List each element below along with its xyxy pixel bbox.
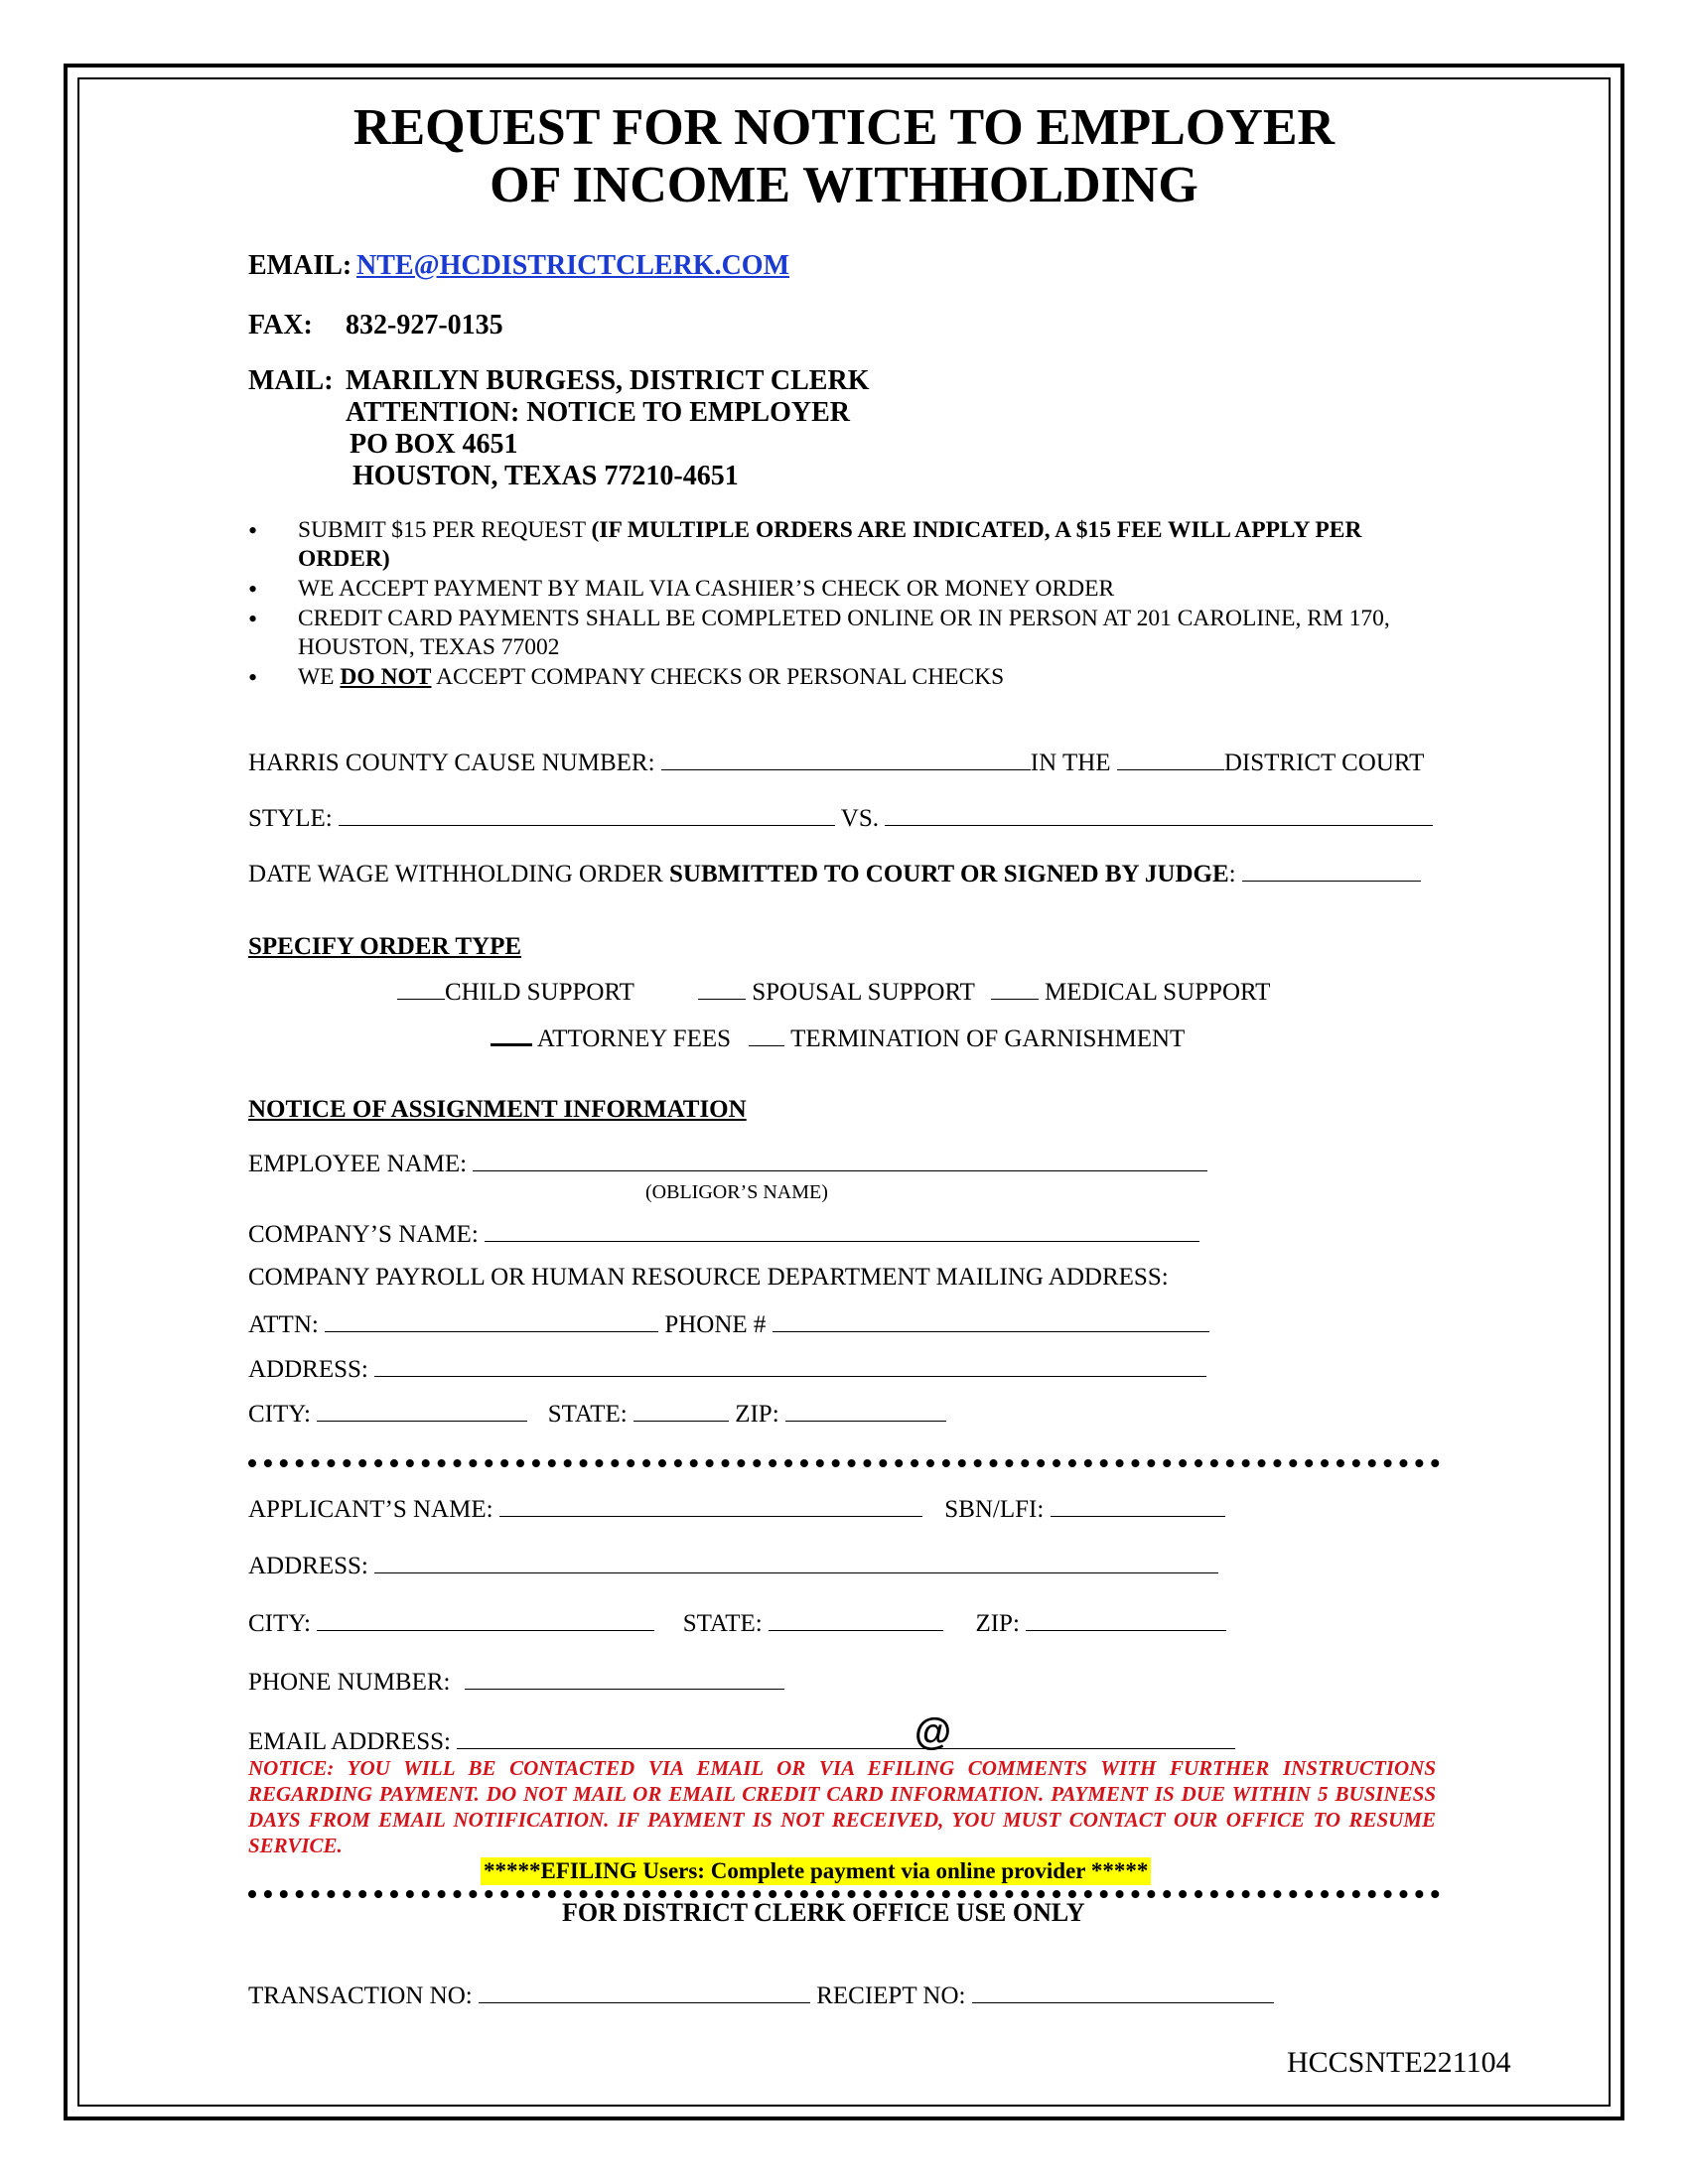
- office-use-row: [248, 1980, 1274, 2010]
- vs-label: VS.: [840, 805, 879, 832]
- employee-name-field[interactable]: [473, 1149, 1207, 1171]
- obligor-name-note: (OBLIGOR’S NAME): [645, 1181, 828, 1203]
- dotted-separator-2: [248, 1890, 1440, 1898]
- efiling-banner: *****EFILING Users: Complete payment via online provider *****: [481, 1857, 1151, 1885]
- applicant-state-label: STATE:: [682, 1610, 763, 1637]
- company-phone-field[interactable]: [773, 1309, 1209, 1332]
- spousal-support-checkbox[interactable]: [698, 977, 746, 1000]
- termination-label: TERMINATION OF GARNISHMENT: [790, 1025, 1186, 1052]
- employee-name-row: [248, 1149, 1207, 1178]
- order-type-row-1: [397, 977, 1270, 1007]
- bullet-no-checks: • WE DO NOT ACCEPT COMPANY CHECKS OR PERSONAL CHECKS: [298, 663, 1440, 692]
- payment-instructions-list: [298, 516, 1440, 693]
- date-order-label-bold: SUBMITTED TO COURT OR SIGNED BY JUDGE: [669, 861, 1229, 887]
- style-petitioner-field[interactable]: [339, 803, 835, 826]
- applicant-city-row: [248, 1608, 1226, 1638]
- sbn-label: SBN/LFI:: [944, 1496, 1045, 1523]
- fax-label: FAX:: [248, 310, 313, 341]
- form-title-line2: OF INCOME WITHHOLDING: [490, 157, 1198, 213]
- transaction-field[interactable]: [479, 1980, 810, 2003]
- cause-number-field[interactable]: [661, 748, 1031, 770]
- applicant-name-label: APPLICANT’S NAME:: [248, 1496, 493, 1523]
- email-label: EMAIL:: [248, 250, 352, 281]
- termination-checkbox[interactable]: [749, 1024, 784, 1046]
- receipt-field[interactable]: [972, 1980, 1274, 2003]
- applicant-address-row: [248, 1551, 1218, 1580]
- cause-number-label: HARRIS COUNTY CAUSE NUMBER:: [248, 750, 655, 776]
- company-state-label: STATE:: [547, 1401, 628, 1428]
- form-title-line1: REQUEST FOR NOTICE TO EMPLOYER: [352, 99, 1336, 156]
- mail-line-3: PO BOX 4651: [350, 429, 518, 460]
- attn-label: ATTN:: [248, 1311, 319, 1338]
- attn-field[interactable]: [325, 1309, 658, 1332]
- at-symbol: @: [914, 1711, 952, 1753]
- bullet-credit-card: • CREDIT CARD PAYMENTS SHALL BE COMPLETED ONLINE OR IN PERSON AT 201 CAROLINE, RM 170, HOUSTON, TEXAS 77002: [298, 605, 1440, 662]
- in-the-label: IN THE: [1030, 750, 1111, 776]
- style-respondent-field[interactable]: [885, 803, 1433, 826]
- assignment-heading: NOTICE OF ASSIGNMENT INFORMATION: [248, 1096, 747, 1123]
- company-name-field[interactable]: [485, 1219, 1199, 1242]
- company-address-label: ADDRESS:: [248, 1356, 368, 1383]
- receipt-label: RECIEPT NO:: [816, 1982, 966, 2009]
- payroll-address-label: COMPANY PAYROLL OR HUMAN RESOURCE DEPARTMENT MAILING ADDRESS:: [248, 1264, 1169, 1291]
- applicant-name-field[interactable]: [499, 1494, 922, 1517]
- applicant-state-field[interactable]: [769, 1608, 943, 1631]
- attn-phone-row: [248, 1309, 1209, 1339]
- sbn-field[interactable]: [1051, 1494, 1225, 1517]
- style-label: STYLE:: [248, 805, 333, 832]
- company-zip-label: ZIP:: [735, 1401, 779, 1428]
- applicant-phone-field[interactable]: [465, 1667, 784, 1690]
- attorney-fees-checkbox[interactable]: [491, 1022, 532, 1046]
- bullet-mail-payment: • WE ACCEPT PAYMENT BY MAIL VIA CASHIER’S CHECK OR MONEY ORDER: [298, 575, 1440, 604]
- spousal-support-label: SPOUSAL SUPPORT: [752, 979, 975, 1006]
- date-order-row: DATE WAGE WITHHOLDING ORDER SUBMITTED TO COURT OR SIGNED BY JUDGE:: [248, 859, 1421, 888]
- company-city-label: CITY:: [248, 1401, 311, 1428]
- company-address-row: [248, 1354, 1206, 1384]
- company-city-row: [248, 1399, 946, 1429]
- mail-line-2: ATTENTION: NOTICE TO EMPLOYER: [346, 397, 850, 428]
- medical-support-label: MEDICAL SUPPORT: [1044, 979, 1271, 1006]
- email-link[interactable]: NTE@HCDISTRICTCLERK.COM: [356, 250, 789, 281]
- medical-support-checkbox[interactable]: [991, 977, 1039, 1000]
- applicant-phone-row: [248, 1667, 784, 1697]
- company-city-field[interactable]: [317, 1399, 527, 1422]
- applicant-phone-label: PHONE NUMBER:: [248, 1669, 451, 1696]
- court-number-field[interactable]: [1117, 748, 1224, 770]
- child-support-label: CHILD SUPPORT: [445, 979, 634, 1006]
- form-code: HCCSNTE221104: [1287, 2046, 1511, 2079]
- phone-label: PHONE #: [664, 1311, 767, 1338]
- company-state-field[interactable]: [633, 1399, 729, 1422]
- office-use-heading: FOR DISTRICT CLERK OFFICE USE ONLY: [562, 1898, 1085, 1927]
- order-type-row-2: [491, 1022, 1185, 1053]
- company-name-row: [248, 1219, 1199, 1249]
- company-name-label: COMPANY’S NAME:: [248, 1221, 479, 1248]
- applicant-email-label: EMAIL ADDRESS:: [248, 1728, 451, 1755]
- fax-number: 832-927-0135: [346, 310, 503, 341]
- applicant-zip-field[interactable]: [1026, 1608, 1226, 1631]
- applicant-city-field[interactable]: [317, 1608, 654, 1631]
- mail-line-1: MARILYN BURGESS, DISTRICT CLERK: [346, 365, 870, 396]
- payment-notice: NOTICE: YOU WILL BE CONTACTED VIA EMAIL OR VIA EFILING COMMENTS WITH FURTHER INSTRUCTIONS REGARDING PAYMENT. DO NOT MAIL OR EMAIL CREDIT CARD INFORMATION. PAYMENT IS DUE WITHIN 5 BUSINESS DAYS FROM EMAIL NOTIFICATION. IF PAYMENT IS NOT RECEIVED, YOU MUST CONTACT OUR OFFICE TO RESUME SERVICE.: [248, 1756, 1436, 1857]
- applicant-email-row: [248, 1726, 1235, 1756]
- company-zip-field[interactable]: [785, 1399, 946, 1422]
- transaction-label: TRANSACTION NO:: [248, 1982, 473, 2009]
- date-order-label: DATE WAGE WITHHOLDING ORDER: [248, 861, 670, 887]
- attorney-fees-label: ATTORNEY FEES: [536, 1025, 732, 1052]
- mail-label: MAIL:: [248, 365, 334, 396]
- dotted-separator-1: [248, 1459, 1440, 1467]
- cause-number-row: [248, 748, 1424, 777]
- child-support-checkbox[interactable]: [397, 977, 445, 1000]
- applicant-city-label: CITY:: [248, 1610, 311, 1637]
- district-court-label: DISTRICT COURT: [1223, 750, 1425, 776]
- company-address-field[interactable]: [374, 1354, 1206, 1377]
- applicant-name-row: [248, 1494, 1225, 1524]
- style-row: [248, 803, 1433, 833]
- mail-line-4: HOUSTON, TEXAS 77210-4651: [352, 461, 739, 491]
- applicant-address-field[interactable]: [374, 1551, 1218, 1573]
- date-order-field[interactable]: [1242, 859, 1421, 882]
- order-type-heading: SPECIFY ORDER TYPE: [248, 933, 522, 960]
- applicant-address-label: ADDRESS:: [248, 1553, 368, 1579]
- bullet-fee: • SUBMIT $15 PER REQUEST (IF MULTIPLE ORDERS ARE INDICATED, A $15 FEE WILL APPLY PER ORDER): [298, 516, 1440, 574]
- employee-name-label: EMPLOYEE NAME:: [248, 1151, 468, 1177]
- applicant-zip-label: ZIP:: [975, 1610, 1020, 1637]
- applicant-email-field[interactable]: [457, 1726, 1235, 1749]
